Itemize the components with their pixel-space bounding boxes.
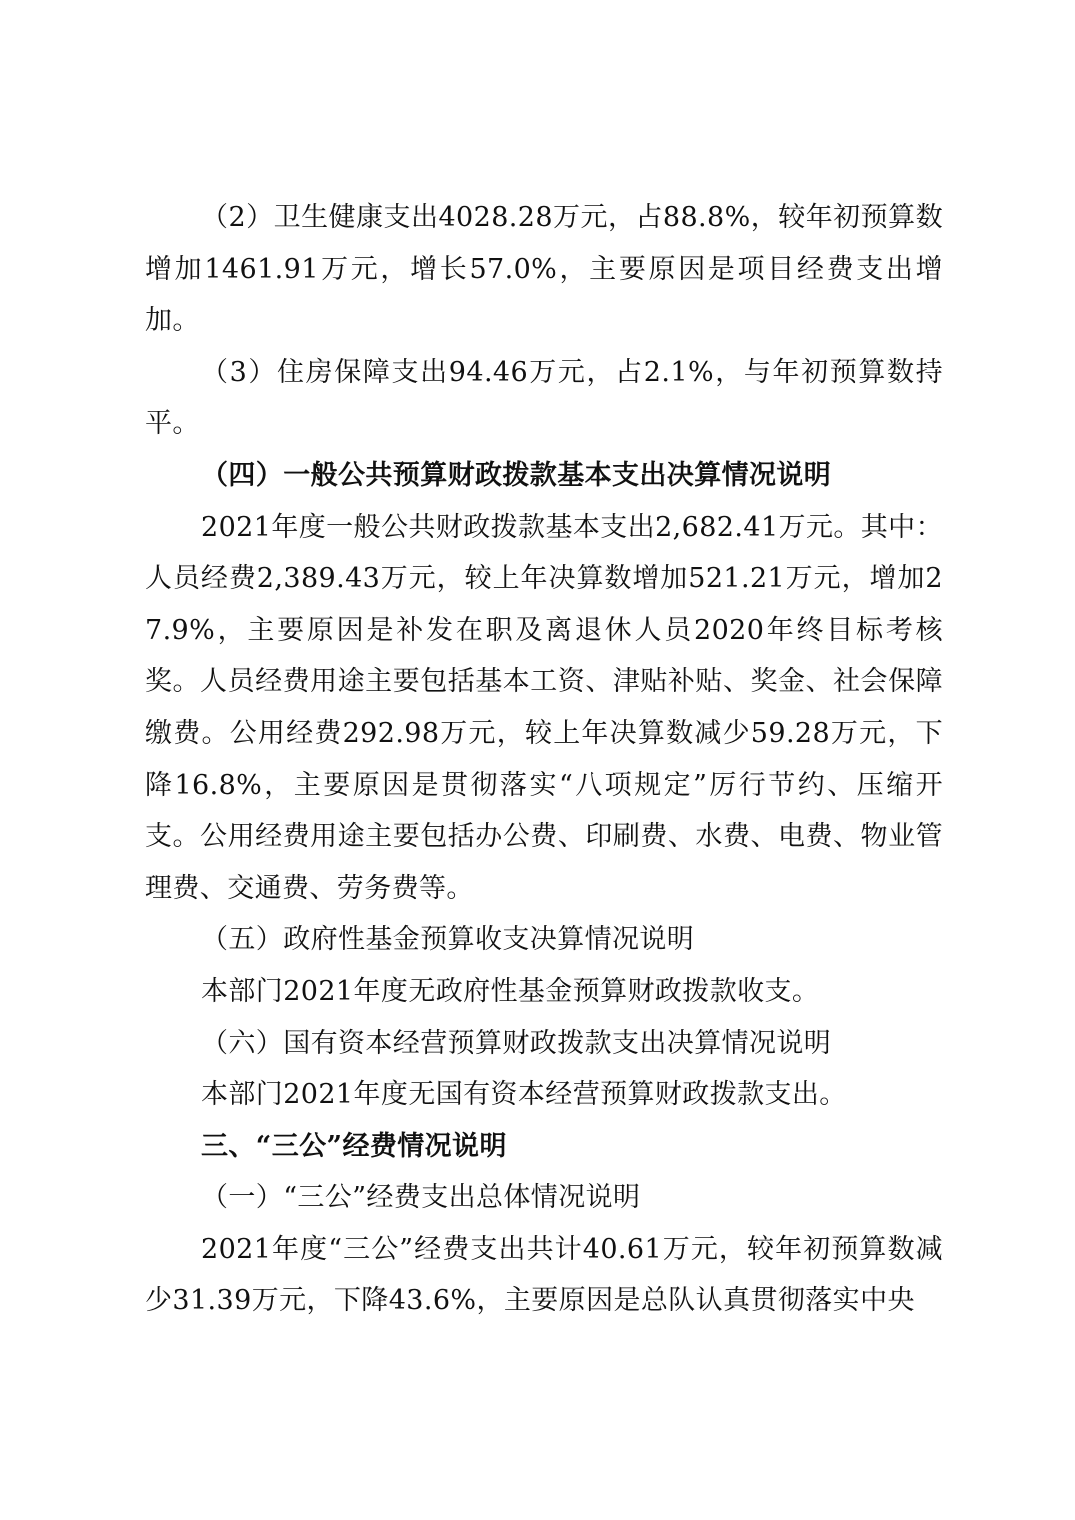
- paragraph-housing-expenditure: （3）住房保障支出94.46万元，占2.1%，与年初预算数持平。: [145, 356, 943, 440]
- section-heading-6: （六）国有资本经营预算财政拨款支出决算情况说明: [201, 1027, 832, 1059]
- paragraph-fund-budget: 本部门2021年度无政府性基金预算财政拨款收支。: [201, 975, 820, 1007]
- paragraph-state-capital: 本部门2021年度无国有资本经营预算财政拨款支出。: [201, 1079, 847, 1111]
- document-page: [145, 192, 943, 1327]
- section-heading-5: （五）政府性基金预算收支决算情况说明: [201, 924, 695, 956]
- section-heading-4: （四）一般公共预算财政拨款基本支出决算情况说明: [201, 459, 832, 491]
- subsection-heading-3-1: （一）“三公”经费支出总体情况说明: [201, 1182, 641, 1214]
- paragraph-health-expenditure: （2）卫生健康支出4028.28万元，占88.8%，较年初预算数增加1461.91万元，增长57.0%，主要原因是项目经费支出增加。: [145, 202, 943, 337]
- paragraph-three-public-overview: 2021年度“三公”经费支出共计40.61万元，较年初预算数减少31.39万元，下降43.6%，主要原因是总队认真贯彻落实中央: [145, 1233, 943, 1317]
- paragraph-basic-expenditure: 2021年度一般公共财政拨款基本支出2,682.41万元。其中：人员经费2,389.43万元，较上年决算数增加521.21万元，增加27.9%，主要原因是补发在职及离退休人员2020年终目标考核奖。人员经费用途主要包括基本工资、津贴补贴、奖金、社会保障缴费。公用经费292.98万元，较上年决算数减少59.28万元，下降16.8%，主要原因是贯彻落实“八项规定”厉行节约、压缩开支。公用经费用途主要包括办公费、印刷费、水费、电费、物业管理费、交通费、劳务费等。: [145, 511, 943, 904]
- chapter-heading-3: 三、“三公”经费情况说明: [201, 1130, 507, 1162]
